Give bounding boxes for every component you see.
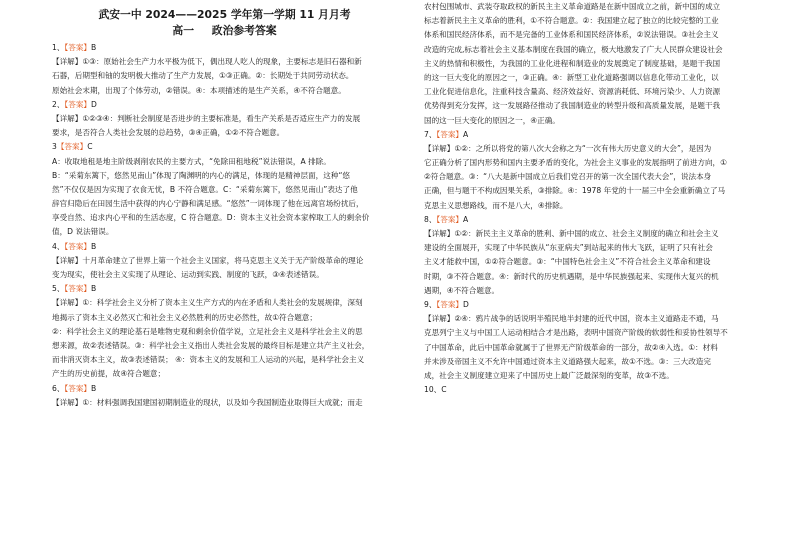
question-number: 2、 — [52, 99, 65, 109]
answer-value: C — [87, 142, 93, 152]
explanation-line: 值，D 说法错误。 — [52, 227, 114, 237]
explanation-line: 它正确分析了国内形势和国内主要矛盾的变化，为社会主义事业的发展指明了前进方向，① — [424, 158, 727, 168]
explanation-line: 的这一巨大变化的原因之一，③正确。④：新型工业化道路强调以信息化带动工业化，以 — [424, 72, 719, 82]
explanation-line: 产生的历史前提，故④符合题意； — [52, 369, 166, 379]
explanation-line: 主义才能救中国，①②符合题意。③：“中国特色社会主义”不符合社会主义革命和建设 — [424, 257, 711, 267]
question-number: 10、 — [424, 385, 442, 395]
explanation-line: 辞官归隐后在田园生活中获得的内心宁静和满足感。“悠然”一词体现了他在远离官场纷扰后， — [52, 199, 364, 209]
answer-value: D — [91, 99, 97, 109]
explanation-line: 主义的热情和积极性，为我国的工业化进程和制造业的发展奠定了制度基础，是题干我国 — [424, 58, 721, 68]
explanation-line: 克思列宁主义与中国工人运动相结合才是出路，表明中国资产阶级的软弱性和妥协性领导不 — [424, 328, 728, 338]
question-number: 1、 — [52, 43, 65, 52]
explanation-line: 成，社会主义制度建立迎来了中国历史上最广泛最深刻的变革，故③不选。 — [424, 370, 674, 380]
explanation-line: 国的这一巨大变化的原因之一，④正确。 — [424, 115, 560, 125]
answer-value: D — [463, 299, 469, 309]
answer-line — [424, 128, 762, 142]
explanation-line: 农村包围城市、武装夺取政权的新民主主义革命道路是在新中国成立之前，新中国的成立 — [424, 2, 721, 11]
explanation-line: 遇期，④不符合题意。 — [424, 285, 500, 295]
left-column — [52, 8, 397, 410]
answer-label: 【答案】 — [64, 383, 92, 393]
explanation-line: ②符合题意。③：“八大是新中国成立后我们党召开的第一次全国代表大会”，说法本身 — [424, 172, 712, 182]
answer-value: B — [91, 241, 97, 251]
explanation-line: 享受自然、追求内心平和的生活态度，C 符合题意。D：资本主义社会资本家榨取工人的剩余价 — [52, 213, 370, 223]
explanation-line: 工业化促进信息化，注重科技含量高、经济效益好、资源消耗低、环境污染少、人力资源 — [424, 87, 721, 97]
explanation-line: 优势得到充分发挥，这一发展路径推动了我国制造业的转型升级和高质量发展，是题干我 — [424, 101, 721, 111]
answer-label: 【答案】 — [436, 129, 464, 139]
explanation-line: 【详解】①：材料强调我国建国初期制造业的现状，以及如今我国制造业取得巨大成就；而走 — [52, 397, 363, 407]
explanation-line: B：“采菊东篱下，悠然见南山”体现了陶渊明的内心的满足，体现的是精神层面，这种“悠 — [52, 170, 350, 180]
explanation-line: 正确，但与题干不构成因果关系，③排除。④：1978 年党的十一届三中全会重新确立了马 — [424, 186, 726, 196]
answer-line — [424, 213, 762, 227]
answer-label: 【答案】 — [436, 299, 464, 309]
answer-value: B — [91, 284, 97, 294]
explanation-line: 然”不仅仅是因为实现了衣食无忧，B 不符合题意。C：“采菊东篱下，悠然见南山”表达了他 — [52, 184, 358, 194]
answer-line — [52, 41, 397, 55]
explanation-line: 变为现实，使社会主义实现了从理论、运动到实践、制度的飞跃，③④表述错误。 — [52, 270, 324, 279]
explanation-line: ②：科学社会主义的理论基石是唯物史观和剩余价值学说，立足社会主义是科学社会主义的思 — [52, 326, 363, 336]
explanation-line: 标志着新民主主义革命的胜利，①不符合题意。②：我国建立起了独立的比较完整的工业 — [424, 16, 719, 26]
explanation-line: 改造的完成,标志着社会主义基本制度在我国的确立，极大地激发了广大人民群众建设社会 — [424, 44, 723, 54]
question-number: 3 — [52, 142, 57, 152]
question-number: 5、 — [52, 284, 65, 294]
explanation-line: 克思主义思想路线，而不是八大，④排除。 — [424, 200, 568, 210]
question-number: 8、 — [424, 214, 437, 224]
answer-label: 【答案】 — [64, 241, 92, 251]
explanation-line: 原始社会末期，出现了个体劳动，②错误。④：本项描述的是生产关系，④不符合题意。 — [52, 85, 346, 95]
answer-line — [52, 382, 397, 396]
answer-value: B — [91, 43, 97, 52]
answer-line — [424, 383, 762, 397]
answer-label: 【答案】 — [64, 43, 92, 52]
answer-value: A — [463, 214, 469, 224]
right-column-lines — [424, 0, 762, 397]
explanation-line: 体系和国民经济体系，而不是完备的工业体系和国民经济体系，②说法错误。③社会主义 — [424, 30, 719, 40]
explanation-line: 【详解】①：科学社会主义分析了资本主义生产方式的内在矛盾和人类社会的发展规律，深刻 — [52, 298, 363, 308]
explanation-line: 要求，是否符合人类社会发展的总趋势，③④正确，①②不符合题意。 — [52, 128, 285, 138]
explanation-line: 【详解】②④：鸦片战争的话说明半殖民地半封建的近代中国，资本主义道路走不通，马 — [424, 314, 719, 324]
question-number: 4、 — [52, 241, 65, 251]
answer-label: 【答案】 — [56, 142, 88, 152]
answer-line — [52, 282, 397, 296]
explanation-line: 【详解】①②③④：判断社会制度是否进步的主要标准是，看生产关系是否适应生产力的发展 — [52, 113, 361, 123]
explanation-line: 【详解】十月革命建立了世界上第一个社会主义国家，将马克思主义关于无产阶级革命的理论 — [52, 255, 364, 265]
answer-label: 【答案】 — [436, 214, 464, 224]
explanation-line: 了中国革命，此后中国革命就属于了世界无产阶级革命的一部分，故②④入选。①：材料 — [424, 342, 718, 352]
answer-label: 【答案】 — [64, 284, 92, 294]
answer-label: 【答案】 — [64, 99, 92, 109]
explanation-line: 【详解】①②：之所以将党的第八次大会称之为“一次有伟大历史意义的大会”，是因为 — [424, 143, 712, 153]
explanation-line: 建设的全面展开，实现了中华民族从“东亚病夫”到站起来的伟大飞跃，证明了只有社会 — [424, 243, 713, 253]
left-column-lines — [52, 41, 397, 410]
answer-line — [52, 240, 397, 254]
explanation-line: 【详解】①③：原始社会生产力水平极为低下，偶出现人吃人的现象，主要标志是旧石器和新 — [52, 57, 362, 67]
explanation-line: 而非消灭资本主义，故③表述错误； ④：资本主义的发展和工人运动的兴起，是科学社会主义 — [52, 355, 365, 365]
question-number: 7、 — [424, 129, 437, 139]
right-column — [424, 0, 762, 397]
explanation-line: A：收取地租是地主阶级剥削农民的主要方式，“免除田租地税”说法错误，A 排除。 — [52, 156, 331, 166]
answer-value: B — [91, 383, 97, 393]
question-number: 6、 — [52, 383, 65, 393]
explanation-line: 时期，③不符合题意。④：新时代的历史机遇期，是中华民族强起来、实现伟大复兴的机 — [424, 271, 719, 281]
explanation-line: 地揭示了资本主义必然灭亡和社会主义必然胜利的历史必然性，故①符合题意； — [52, 312, 317, 322]
document-subtitle: 高一 政治参考答案 — [172, 24, 277, 37]
explanation-line: 【详解】①②：新民主主义革命的胜利、新中国的成立、社会主义制度的确立和社会主义 — [424, 229, 719, 238]
explanation-line: 石器，后期型和铀的发明极大推动了生产力发展，①③正确。②：长期处于共同劳动状态。 — [52, 71, 354, 81]
document-title: 武安一中 2024——2025 学年第一学期 11 月月考 — [98, 8, 351, 21]
answer-line — [424, 298, 762, 312]
explanation-line: 并未涉及帝国主义不允许中国通过资本主义道路强大起来，故①不选。③：三大改造完 — [424, 356, 711, 366]
answer-line — [52, 98, 397, 112]
answer-line — [52, 140, 397, 154]
explanation-line: 想来源，故②表述错误。③：科学社会主义指出人类社会发展的最终目标是建立共产主义社会， — [52, 340, 370, 350]
question-number: 9、 — [424, 299, 437, 309]
answer-value: A — [463, 129, 469, 139]
answer-value: C — [441, 385, 447, 395]
